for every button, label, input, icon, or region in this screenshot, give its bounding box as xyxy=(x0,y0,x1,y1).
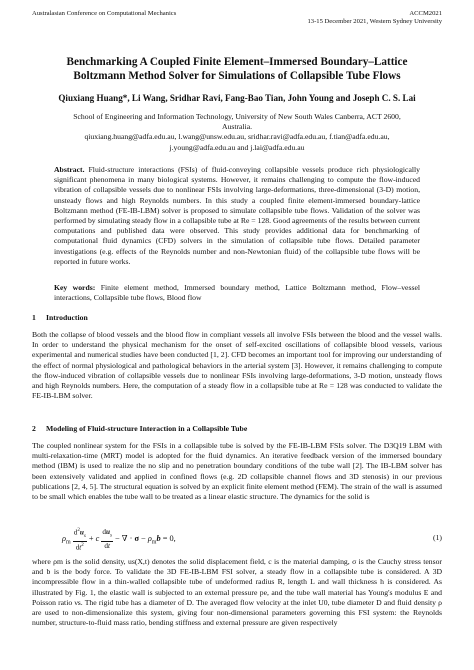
section-1-heading xyxy=(32,313,88,322)
section-2-number: 2 xyxy=(32,424,36,433)
keywords xyxy=(54,283,420,303)
section-1-body: Both the collapse of blood vessels and the blood flow in compliant vessels all involve FSIs between the blood and the vessel walls. In order to understand the physical mechanism for the onset of self-excited oscillations of collapsible blood vessels, various experimental and numerical studies have been conducted [1, 2]. CFD becomes an important tool for improving our understanding of the effect of normal physiological and pathological behaviors in the arterial system [3]. However, it remains challenging to compute the flow-induced vibration of collapsible vessels due to nonlinear FSIs involving large-deformations, 3-D motion, unsteady flows and high Reynolds numbers. Here, the computation of a steady flow in a collapsible tube at Re = 128 was conducted to validate the FE-IB-LBM solver. xyxy=(32,330,442,401)
abstract-text: Fluid-structure interactions (FSIs) of fluid-conveying collapsible vessels produce rich physiologically significant phenomena in many biological systems. However, it remains challenging to compute the flow-induced vibration of collapsible vessels due to nonlinear FSIs involving large-deformations, three-dimensional (3-D) motion, unsteady flows and high Reynolds numbers. In this study a coupled finite element-immersed boundary-lattice Boltzmann method (FE-IB-LBM) solver is proposed to simulate collapsible tube flows. Validation of the solver was performed by simulating steady flow in a collapsible tube at Re = 128. Good agreements of the results between current computations and published data were observed. This study provides additional data for benchmarking of computational fluid dynamics (CFD) solvers in the simulation of collapsible tube flows. Detailed parameter investigations (e.g. effects of the Reynolds number and non-Newtonian fluid) of the collapsible tube flows will be reported in future works. xyxy=(54,165,420,266)
equation-1 xyxy=(62,525,442,551)
affiliation-line-2: Australia. xyxy=(221,122,253,132)
equation-1-number: (1) xyxy=(433,533,442,542)
equation-1-expression: $\rho_m$ $\frac{d^2u_s}{dt^2}$ + c $\frac{du_s}{dt}$ − ∇ · $\sigma - \rho_mb = 0$, xyxy=(62,528,176,552)
running-header-conference: Australasian Conference on Computational Mechanics xyxy=(32,10,177,17)
running-header-code: ACCM2021 xyxy=(409,10,442,17)
affiliation-emails-1: qiuxiang.huang@adfa.edu.au, l.wang@unsw.edu.au, sridhar.ravi@adfa.edu.au, f.tian@adfa.edu.au, xyxy=(84,132,390,142)
affiliation-emails-2: j.young@adfa.edu.au and j.lai@adfa.edu.au xyxy=(169,142,305,152)
keywords-text: Finite element method, Immersed boundary method, Lattice Boltzmann method, Flow–vessel interactions, Collapsible tube flows, Blood flow xyxy=(54,283,420,303)
affiliation-block xyxy=(32,112,442,153)
running-header-event xyxy=(308,10,443,27)
section-1-title: Introduction xyxy=(46,313,88,322)
paper-title-line-1: Benchmarking A Coupled Finite Element–Immersed Boundary–Lattice xyxy=(66,56,408,68)
paper-title-line-2: Boltzmann Method Solver for Simulations of Collapsible Tube Flows xyxy=(73,69,401,82)
abstract xyxy=(54,165,420,267)
section-2-title: Modeling of Fluid-structure Interaction in a Collapsible Tube xyxy=(46,424,248,433)
keywords-label: Key words: xyxy=(54,283,96,292)
section-1-number: 1 xyxy=(32,313,36,322)
section-2-continued: where ρm is the solid density, us(X,t) denotes the solid displacement field, c is the material damping, σ is the Cauchy stress tensor and b is the body force. To validate the 3D FE-IB-LBM FSI solver, a steady flow in a collapsible tube is considered. A 3D incompressible flow in a thin-walled collapsible tube of undeformed radius R, length L and wall thickness h is considered. As illustrated by Fig. 1, the elastic wall is subjected to an external pressure pe, and the tube wall material has Young's modulus E and Poisson ratio νs. The rigid tube has a diameter of D. The averaged flow velocity at the inlet U0, tube diameter D and fluid density ρ are used to non-dimensionalize this system, giving four non-dimensional parameters governing this FSI system: the Reynolds number, structure-to-fluid mass ratio, bending stiffness and external pressure are given respectively xyxy=(32,557,442,628)
running-header-date: 13-15 December 2021, Western Sydney University xyxy=(307,18,442,26)
equation-1-tail: = 0, xyxy=(162,534,176,544)
abstract-label: Abstract. xyxy=(54,165,85,174)
section-2-body: The coupled nonlinear system for the FSIs in a collapsible tube is solved by the FE-IB-LBM FSIs solver. The D3Q19 LBM with multi-relaxation-time (MRT) model is adopted for the fluid dynamics. An iterative feedback version of the immersed boundary method (IBM) is used to realize the no slip and no penetration boundary conditions of the tube wall [2]. The IB-LBM solver has been extensively validated and applied in confined flows (e.g. 2D collapsible channel flows and 3D stenosis) in our previous publications [2, 4, 5]. The structural equation is solved by an explicit finite element method (FEM). The strain of the wall is assumed to be small which enables the tube wall to be treated as a linear elastic structure. The dynamics for the solid is xyxy=(32,441,442,502)
affiliation-line-1: School of Engineering and Information Technology, University of New South Wales Canberra, ACT 2600, xyxy=(73,112,401,121)
author-list: Qiuxiang Huang*, Li Wang, Sridhar Ravi, Fang-Bao Tian, John Young and Joseph C. S. Lai xyxy=(58,93,416,103)
section-2-heading xyxy=(32,424,247,433)
paper-title xyxy=(32,56,442,83)
